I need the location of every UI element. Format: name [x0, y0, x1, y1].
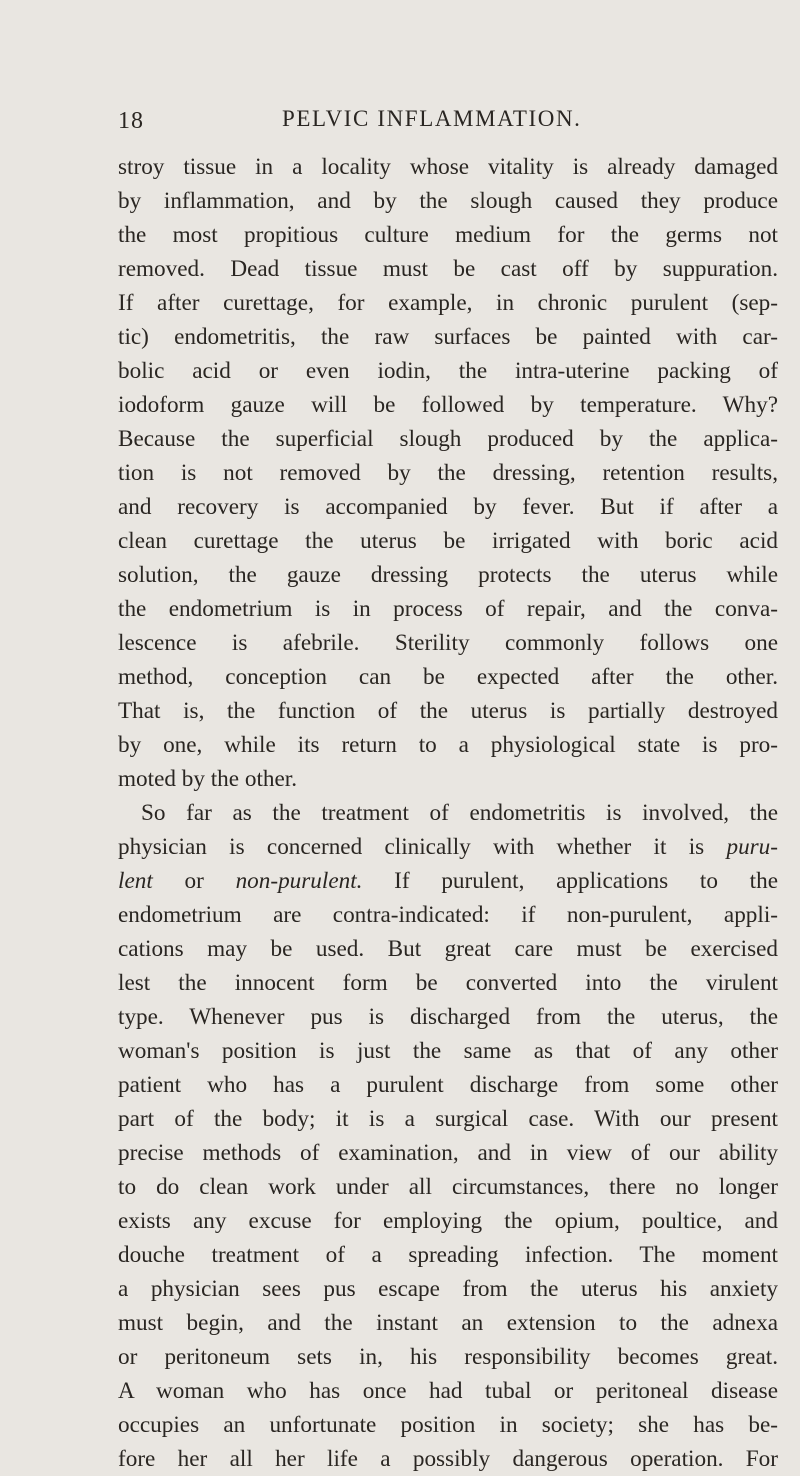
text-run: or — [152, 868, 236, 894]
text-line: the most propitious culture medium for the germs not — [118, 222, 778, 248]
page-header — [0, 0, 800, 150]
text-line: or peritoneum sets in, his responsibility becomes great. — [118, 1344, 778, 1370]
text-line — [118, 864, 778, 898]
italic-term: puru- — [726, 834, 778, 860]
text-line: to do clean work under all circumstances, there no longer — [118, 1174, 778, 1200]
text-line: moted by the other. — [118, 766, 298, 792]
text-line — [118, 830, 778, 864]
text-line: A woman who has once had tubal or peritoneal disease — [118, 1378, 778, 1404]
text-line: method, conception can be expected after the other. — [118, 664, 778, 690]
italic-term: lent — [118, 868, 153, 894]
text-line: exists any excuse for employing the opium, poultice, and — [118, 1208, 778, 1234]
text-line: bolic acid or even iodin, the intra-uterine packing of — [118, 358, 778, 384]
text-line: douche treatment of a spreading infection. The moment — [118, 1242, 778, 1268]
text-line: stroy tissue in a locality whose vitality is already damaged — [118, 154, 778, 180]
text-line: iodoform gauze will be followed by temperature. Why? — [118, 392, 778, 418]
text-line: If after curettage, for example, in chronic purulent (sep- — [118, 290, 778, 316]
text-line: a physician sees pus escape from the uterus his anxiety — [118, 1276, 778, 1302]
text-line: by one, while its return to a physiological state is pro- — [118, 732, 778, 758]
text-line: Because the superficial slough produced by the applica- — [118, 426, 778, 452]
text-line: precise methods of examination, and in view of our ability — [118, 1140, 778, 1166]
text-line: lescence is afebrile. Sterility commonly follows one — [118, 630, 778, 656]
text-line: endometrium are contra-indicated: if non-purulent, appli- — [118, 902, 778, 928]
text-line: lest the innocent form be converted into the virulent — [118, 970, 778, 996]
text-line: fore her all her life a possibly dangerous operation. For — [118, 1446, 778, 1472]
text-line: tic) endometritis, the raw surfaces be painted with car- — [118, 324, 778, 350]
text-line: cations may be used. But great care must be exercised — [118, 936, 778, 962]
page-number: 18 — [118, 108, 144, 134]
text-line: clean curettage the uterus be irrigated with boric acid — [118, 528, 778, 554]
paragraph-1 — [118, 150, 778, 796]
text-line: the endometrium is in process of repair, and the conva- — [118, 596, 778, 622]
running-head: PELVIC INFLAMMATION. — [282, 106, 582, 131]
text-run: If purulent, applications to the — [362, 868, 778, 894]
text-line: must begin, and the instant an extension to the adnexa — [118, 1310, 778, 1336]
text-line: tion is not removed by the dressing, retention results, — [118, 460, 778, 486]
text-line: solution, the gauze dressing protects the uterus while — [118, 562, 778, 588]
text-line: woman's position is just the same as that of any other — [118, 1038, 778, 1064]
text-line: occupies an unfortunate position in society; she has be- — [118, 1412, 778, 1438]
text-run: physician is concerned clinically with whether it is — [118, 834, 727, 860]
text-line: So far as the treatment of endometritis is involved, the — [141, 800, 778, 826]
text-line: removed. Dead tissue must be cast off by suppuration. — [118, 256, 778, 282]
body-text — [118, 150, 778, 1476]
text-line: by inflammation, and by the slough caused they produce — [118, 188, 778, 214]
text-line: type. Whenever pus is discharged from the uterus, the — [118, 1004, 778, 1030]
italic-term: non-purulent. — [235, 868, 363, 894]
text-line: That is, the function of the uterus is partially destroyed — [118, 698, 778, 724]
text-line: patient who has a purulent discharge from some other — [118, 1072, 778, 1098]
text-line: part of the body; it is a surgical case. With our present — [118, 1106, 778, 1132]
paragraph-2 — [118, 796, 778, 1476]
text-line: and recovery is accompanied by fever. But if after a — [118, 494, 778, 520]
